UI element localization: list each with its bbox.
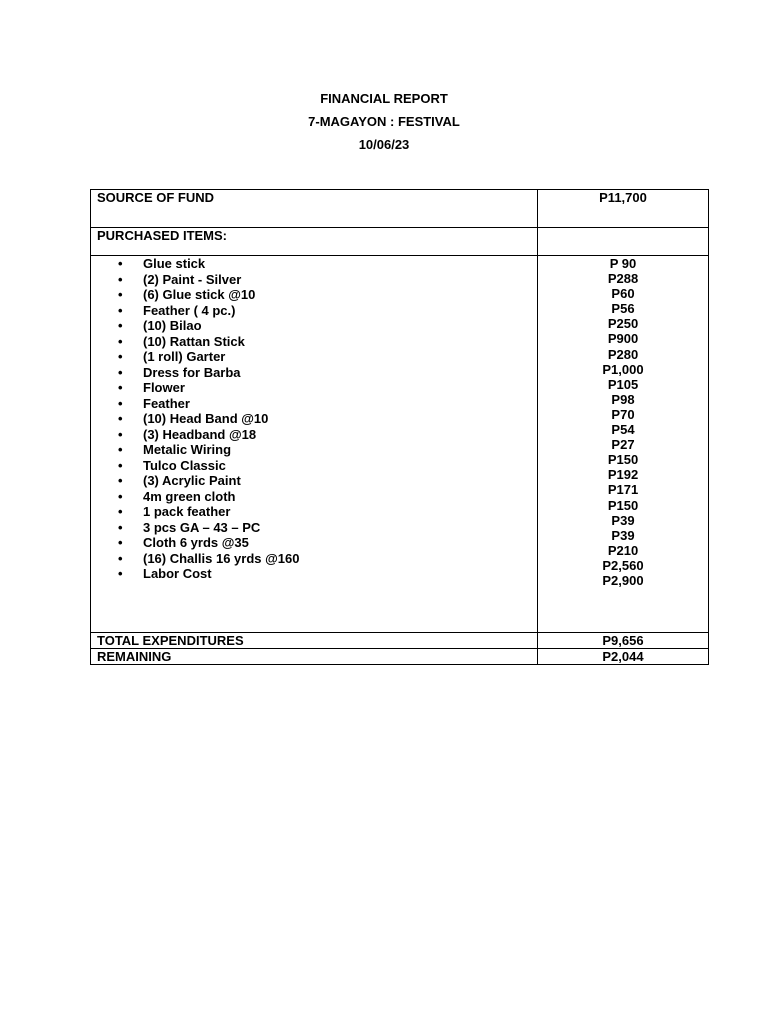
list-item: • 4m green cloth [118,489,537,505]
list-item: • Flower [118,380,537,396]
list-item: • (3) Headband @18 [118,427,537,443]
purchased-items-label: PURCHASED ITEMS: [91,228,538,256]
amount-item: P27 [611,437,635,453]
amount-item: P105 [607,376,639,392]
list-item: • (1 roll) Garter [118,349,537,365]
total-expenditures-label: TOTAL EXPENDITURES [91,633,538,649]
remaining-label: REMAINING [91,649,538,665]
amounts-list [538,256,708,588]
source-of-fund-label: SOURCE OF FUND [91,190,538,228]
list-item: • Feather ( 4 pc.) [118,303,537,319]
report-date: 10/06/23 [358,137,410,152]
amount-item: P288 [607,271,639,287]
list-item: • Feather [118,396,537,412]
amount-item: P171 [607,482,639,498]
amount-item: P150 [607,452,639,468]
list-item: • 1 pack feather [118,504,537,520]
table-row [91,228,709,256]
amount-item: P280 [607,346,639,362]
list-item: • Cloth 6 yrds @35 [118,535,537,551]
amount-item: P2,900 [602,572,644,588]
amounts-cell [538,256,709,633]
amount-item: P192 [607,467,639,483]
financial-table [90,189,709,665]
amount-item: P150 [607,497,639,513]
table-row [91,633,709,649]
list-item: • Dress for Barba [118,365,537,381]
list-item: • Labor Cost [118,566,537,582]
source-of-fund-amount: P11,700 [538,190,709,228]
report-subtitle: 7-MAGAYON : FESTIVAL [308,114,460,129]
items-list [91,256,537,582]
amount-item: P56 [611,301,635,317]
list-item: • (10) Bilao [118,318,537,334]
list-item: • (2) Paint - Silver [118,272,537,288]
amount-item: P 90 [609,256,637,271]
amount-item: P98 [611,391,635,407]
list-item: • Tulco Classic [118,458,537,474]
amount-item: P39 [611,527,635,543]
list-item: • 3 pcs GA – 43 – PC [118,520,537,536]
remaining-amount: P2,044 [538,649,709,665]
amount-item: P900 [607,331,639,347]
list-item: • (10) Head Band @10 [118,411,537,427]
list-item: • Metalic Wiring [118,442,537,458]
amount-item: P54 [611,422,635,438]
amount-item: P70 [611,406,635,422]
table-row [91,649,709,665]
list-item: • (16) Challis 16 yrds @160 [118,551,537,567]
list-item: • (10) Rattan Stick [118,334,537,350]
list-item: • (6) Glue stick @10 [118,287,537,303]
amount-item: P1,000 [602,361,644,377]
total-expenditures-amount: P9,656 [538,633,709,649]
items-cell [91,256,538,633]
list-item: • Glue stick [118,256,537,272]
table-row [91,190,709,228]
amount-item: P250 [607,316,639,332]
list-item: • (3) Acrylic Paint [118,473,537,489]
purchased-items-amount-empty [538,228,709,256]
table-row [91,256,709,633]
report-title: FINANCIAL REPORT [320,91,448,106]
amount-item: P60 [611,286,635,302]
amount-item: P39 [611,512,635,528]
amount-item: P210 [607,542,639,558]
amount-item: P2,560 [602,557,644,573]
